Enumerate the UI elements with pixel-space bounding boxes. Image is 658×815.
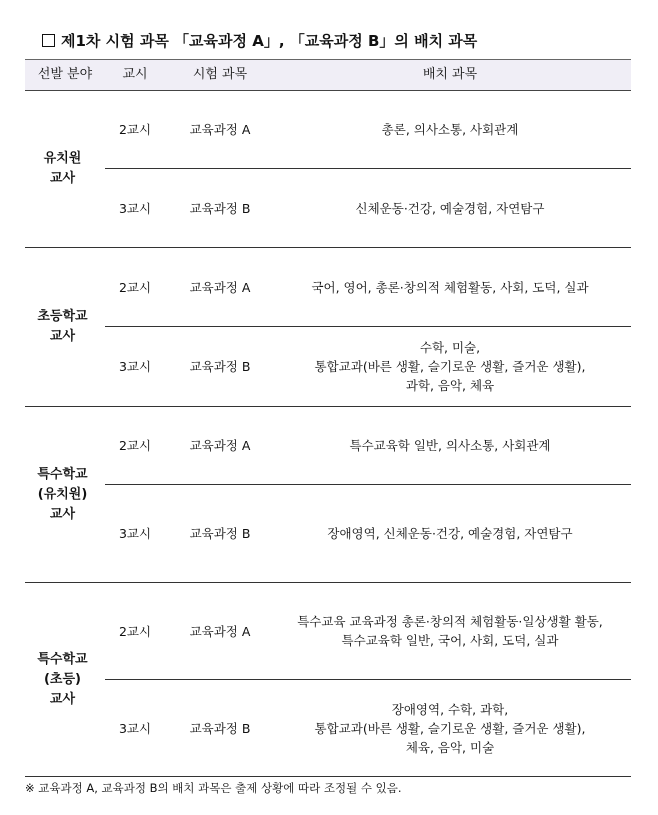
period-cell: 2교시 [118, 121, 152, 137]
footnote: ※ 교육과정 A, 교육과정 B의 배치 과목은 출제 상황에 따라 조정될 수 있음. [25, 781, 402, 795]
subject-cell: 교육과정 A [189, 121, 251, 137]
assigned-cell: 특수교육학 일반, 의사소통, 사회관계 [349, 438, 551, 453]
subject-cell: 교육과정 B [189, 720, 251, 736]
period-cell: 2교시 [118, 438, 152, 453]
checkbox-square-icon [42, 34, 55, 47]
assigned-cell: 신체운동·건강, 예술경험, 자연탐구 [355, 200, 545, 216]
subject-cell: 교육과정 A [189, 279, 251, 295]
field-special-kindergarten: 특수학교 (유치원) 교사 [37, 466, 88, 522]
assigned-cell: 총론, 의사소통, 사회관계 [381, 121, 519, 137]
header-assigned: 배치 과목 [422, 67, 478, 82]
assigned-cell: 수학, 미술, 통합교과(바른 생활, 슬기로운 생활, 즐거운 생활), 과학, 음악, 체육 [314, 340, 586, 393]
assigned-cell: 장애영역, 신체운동·건강, 예술경험, 자연탐구 [327, 526, 573, 541]
assigned-cell: 특수교육 교육과정 총론·창의적 체험활동·일상생활 활동, 특수교육학 일반, 국어, 사회, 도덕, 실과 [297, 614, 603, 648]
header-period: 교시 [122, 67, 148, 82]
period-cell: 3교시 [118, 200, 152, 216]
subject-cell: 교육과정 A [189, 623, 251, 639]
period-cell: 3교시 [118, 526, 152, 541]
period-cell: 2교시 [118, 623, 152, 639]
document-title [42, 30, 477, 51]
period-cell: 2교시 [118, 279, 152, 295]
assigned-cell: 장애영역, 수학, 과학, 통합교과(바른 생활, 슬기로운 생활, 즐거운 생활), 체육, 음악, 미술 [314, 701, 586, 755]
title-text: 제1차 시험 과목 「교육과정 A」, 「교육과정 B」의 배치 과목 [61, 32, 478, 50]
subject-cell: 교육과정 B [189, 359, 251, 374]
subject-cell: 교육과정 B [189, 200, 251, 216]
period-cell: 3교시 [118, 720, 152, 736]
table-bottom-border [25, 776, 631, 777]
subject-cell: 교육과정 A [189, 438, 251, 453]
field-elementary: 초등학교 교사 [37, 309, 88, 344]
period-cell: 3교시 [118, 359, 152, 374]
header-subject: 시험 과목 [192, 67, 248, 82]
field-kindergarten: 유치원 교사 [43, 150, 82, 186]
field-special-elementary: 특수학교 (초등) 교사 [37, 651, 88, 707]
assigned-cell: 국어, 영어, 총론·창의적 체험활동, 사회, 도덕, 실과 [311, 279, 589, 295]
table-header [25, 59, 631, 91]
subject-cell: 교육과정 B [189, 526, 251, 541]
header-field: 선발 분야 [37, 67, 93, 82]
